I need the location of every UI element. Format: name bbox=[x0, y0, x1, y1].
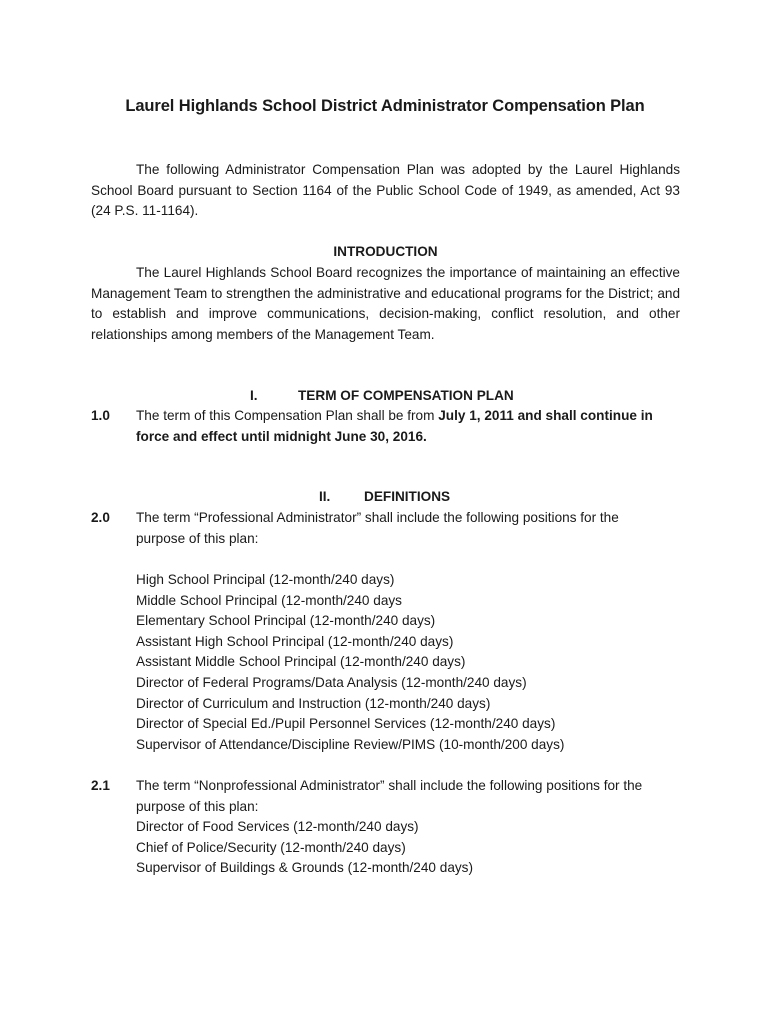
clause-1-0-text-bold: July 1, 2011 and shall continue in force and effect until midnight June 30, 2016. bbox=[136, 408, 653, 444]
clause-2-0-number: 2.0 bbox=[91, 510, 110, 525]
clause-1-0-number: 1.0 bbox=[91, 408, 110, 423]
nonprofessional-positions-list bbox=[136, 817, 696, 879]
clause-2-1-text: The term “Nonprofessional Administrator” shall include the following positions for the purpose of this plan: bbox=[136, 778, 643, 814]
list-item: Supervisor of Buildings & Grounds (12-month/240 days) bbox=[136, 860, 473, 876]
clause-2-1-number: 2.1 bbox=[91, 778, 110, 793]
list-item: Assistant High School Principal (12-month/240 days) bbox=[136, 633, 454, 649]
professional-positions-list bbox=[136, 570, 696, 755]
list-item: Elementary School Principal (12-month/240 days) bbox=[136, 613, 436, 629]
list-item: High School Principal (12-month/240 days) bbox=[136, 572, 395, 587]
clause-1-0-text-plain: The term of this Compensation Plan shall be from bbox=[136, 408, 439, 423]
section-2-numeral: II. bbox=[319, 489, 331, 504]
list-item: Director of Special Ed./Pupil Personnel Services (12-month/240 days) bbox=[136, 716, 556, 732]
preamble-paragraph: The following Administrator Compensation Plan was adopted by the Laurel Highlands School Board pursuant to Section 1164 of the Public School Code of 1949, as amended, Act 93 (24 P.S. 11-1164). bbox=[91, 162, 680, 219]
section-1-numeral: I. bbox=[250, 388, 258, 403]
section-2-title: DEFINITIONS bbox=[364, 489, 451, 504]
introduction-heading: INTRODUCTION bbox=[333, 244, 438, 259]
document-title: Laurel Highlands School District Administrator Compensation Plan bbox=[125, 97, 645, 115]
introduction-paragraph: The Laurel Highlands School Board recognizes the importance of maintaining an effective Management Team to strengthen the administrative and educational programs for the District; and to establish and improve communications, decision-making, conflict resolution, and other relationships among members of the Management Team. bbox=[91, 265, 680, 342]
list-item: Middle School Principal (12-month/240 days bbox=[136, 592, 402, 608]
clause-1-0-text bbox=[136, 406, 681, 447]
section-1-title: TERM OF COMPENSATION PLAN bbox=[298, 388, 514, 403]
list-item: Director of Federal Programs/Data Analysis (12-month/240 days) bbox=[136, 674, 527, 690]
list-item: Chief of Police/Security (12-month/240 days) bbox=[136, 839, 406, 855]
clause-2-0-text: The term “Professional Administrator” shall include the following positions for the purpose of this plan: bbox=[136, 510, 619, 546]
list-item: Director of Curriculum and Instruction (12-month/240 days) bbox=[136, 695, 491, 711]
list-item: Supervisor of Attendance/Discipline Review/PIMS (10-month/200 days) bbox=[136, 736, 565, 752]
list-item: Assistant Middle School Principal (12-month/240 days) bbox=[136, 654, 466, 670]
list-item: Director of Food Services (12-month/240 days) bbox=[136, 819, 419, 834]
